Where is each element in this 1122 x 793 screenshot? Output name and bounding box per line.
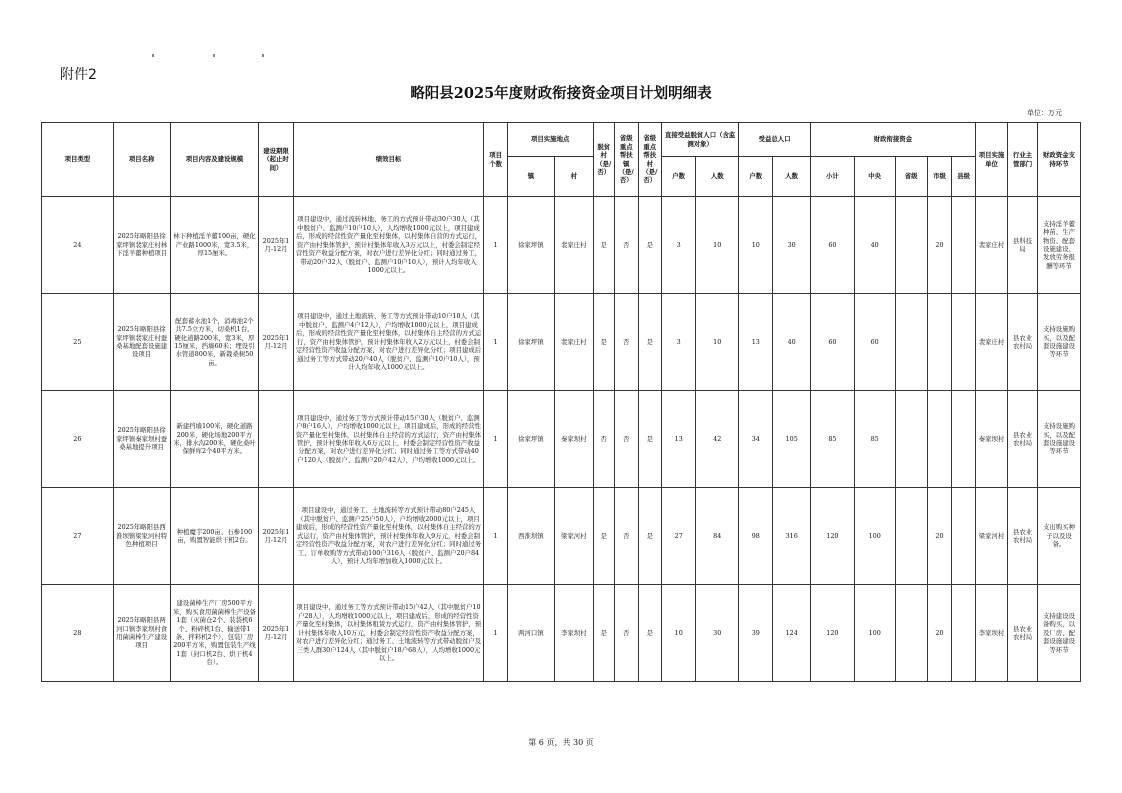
- header-direct-benefit: 直接受益脱贫人口（含监测对象）: [662, 123, 739, 157]
- funds-subtotal: 60: [810, 294, 854, 391]
- key-village-flag: 是: [638, 585, 662, 682]
- poor-village-flag: 是: [593, 197, 614, 294]
- table-row: [42, 585, 1081, 682]
- row-number: 27: [42, 488, 114, 585]
- funds-central: 40: [854, 197, 895, 294]
- project-content: 新建挡墙100米，硬化道路200米，硬化场地200平方米，排水沟200米，硬化桑叶保鲜库2个40平方米。: [170, 391, 259, 488]
- project-count: 1: [484, 391, 508, 488]
- funds-central: 100: [854, 488, 895, 585]
- funds-subtotal: 60: [810, 197, 854, 294]
- header-county: 县级: [952, 157, 976, 197]
- key-town-flag: 否: [614, 391, 638, 488]
- funds-city: 20: [927, 197, 952, 294]
- table-row: [42, 391, 1081, 488]
- total-people: 316: [773, 488, 811, 585]
- funding-stage: 支出购买种子以及设备。: [1038, 488, 1081, 585]
- direct-households: 3: [662, 294, 696, 391]
- header-unit: 项目实施单位: [975, 123, 1007, 197]
- construction-period: 2025年1月-12月: [259, 585, 293, 682]
- key-village-flag: 是: [638, 294, 662, 391]
- implementing-unit: 秦家坝村: [975, 391, 1007, 488]
- header-count: 项目个数: [484, 123, 508, 197]
- direct-households: 3: [662, 197, 696, 294]
- header-key-town: 省级重点帮扶镇（是/否）: [614, 123, 638, 197]
- total-people: 124: [773, 585, 811, 682]
- funds-subtotal: 85: [810, 391, 854, 488]
- village: 秦家坝村: [554, 391, 593, 488]
- total-households: 39: [739, 585, 773, 682]
- header-total-benefit: 受益总人口: [739, 123, 811, 157]
- key-village-flag: 是: [638, 391, 662, 488]
- scan-mark: [152, 54, 154, 57]
- town: 徐家坪镇: [507, 197, 554, 294]
- village: 梁家河村: [554, 488, 593, 585]
- attachment-label: 附件2: [60, 67, 97, 83]
- funding-stage: 支持设施购买，以及配套设施建设等环节: [1038, 294, 1081, 391]
- performance-goal: 项目建设中，通过务工、土地流转等方式预计带动80户245人（其中脱贫户、监测户25户50人），户均增收2000元以上，项目建成后，形成的经营性资产量化至村集体，以村集体自主经营的方式运行，资产由村集体管护，预计村集体年收入9万元，村委会制定经营性资产收益分配方案，对农户进行差异化分红；同时通过务工、订单收购等方式带动100户316人（脱贫户、监测户20户84人），预计人均年增加收入1000元以上。: [293, 488, 484, 585]
- project-name: 2025年略阳县徐家坪镇裴家庄村蚕桑基地配套设施建设项目: [113, 294, 170, 391]
- key-village-flag: 是: [638, 488, 662, 585]
- funding-stage: 支持建设设备购买，以及厂房、配套设施建设等环节: [1038, 585, 1081, 682]
- row-number: 25: [42, 294, 114, 391]
- total-households: 98: [739, 488, 773, 585]
- header-town: 镇: [507, 157, 554, 197]
- header-type: 项目类型: [42, 123, 114, 197]
- project-content: 建设菌棒生产厂房500平方米，购买食用菌菌棒生产设备1套（灭菌仓2个、装袋机6个、粉碎机1台、输送带1条、拌料机2个），包装厂房200平方米，购置包装生产线1套（封口机2台、烘干机4台）。: [170, 585, 259, 682]
- town: 徐家坪镇: [507, 294, 554, 391]
- poor-village-flag: 是: [593, 294, 614, 391]
- header-central: 中央: [854, 157, 895, 197]
- header-goal: 绩效目标: [293, 123, 484, 197]
- direct-households: 27: [662, 488, 696, 585]
- header-city: 市级: [927, 157, 952, 197]
- construction-period: 2025年1月-12月: [259, 197, 293, 294]
- project-content: 种植魔芋200亩、石参100亩，购置智能烘干机2台。: [170, 488, 259, 585]
- key-town-flag: 否: [614, 197, 638, 294]
- supervising-dept: 县农业农村局: [1008, 294, 1038, 391]
- project-content: 配套蓄水池1个，消毒池2个共7.5立方米，切桑机1台，硬化道路200米，宽3米，厚15厘米，挡墙60米；埋设引水管道800米，新栽桑树50亩。: [170, 294, 259, 391]
- header-province: 省级: [895, 157, 927, 197]
- direct-people: 84: [696, 488, 739, 585]
- performance-goal: 项目建设中，通过土地流转、务工等方式预计带动10户10人（其中脱贫户、监测户4户12人），户均增收1000元以上，项目建成后，形成的经营性资产量化至村集体，以村集体自主经营的方式运行，资产由村集体管护，预计村集体年收入2万元以上，村委会制定经营性资产收益分配方案，对农户进行差异化分红；项目建成后通过务工等方式带动20户40人（脱贫户、监测户10户10人），预计人均年收入1000元以上。: [293, 294, 484, 391]
- total-people: 40: [773, 294, 811, 391]
- scan-mark: [262, 54, 264, 57]
- table-row: [42, 197, 1081, 294]
- performance-goal: 项目建设中，通过流转林地、务工的方式预计带动30户30人（其中脱贫户、监测户10户10人），人均增收1000元以上，项目建成后，形成的经营性资产量化至村集体，以村集体自营的方式运行，资产由村集体管护，预计村集体年收入3万元以上，村委会制定经营性资产收益分配方案，对农户进行差异化分红；同时通过务工，带动20户32人（脱贫户、监测户10户10人），预计人均年收入1000元以上。: [293, 197, 484, 294]
- direct-people: 10: [696, 197, 739, 294]
- supervising-dept: 县农业农村局: [1008, 585, 1038, 682]
- row-number: 24: [42, 197, 114, 294]
- row-number: 28: [42, 585, 114, 682]
- funds-central: 100: [854, 585, 895, 682]
- funds-subtotal: 120: [810, 585, 854, 682]
- funds-county: [952, 294, 976, 391]
- header-dept: 行业主管部门: [1008, 123, 1038, 197]
- poor-village-flag: 是: [593, 488, 614, 585]
- total-households: 34: [739, 391, 773, 488]
- construction-period: 2025年1月-12月: [259, 488, 293, 585]
- unit-label: 单位：万元: [1027, 109, 1062, 117]
- page-footer: 第 6 页，共 30 页: [528, 738, 594, 747]
- direct-people: 30: [696, 585, 739, 682]
- direct-people: 42: [696, 391, 739, 488]
- total-households: 10: [739, 197, 773, 294]
- funds-city: [927, 294, 952, 391]
- project-name: 2025年略阳县两河口镇李家坝村食用菌菌棒生产建设项目: [113, 585, 170, 682]
- funds-subtotal: 120: [810, 488, 854, 585]
- funds-central: 85: [854, 391, 895, 488]
- project-count: 1: [484, 197, 508, 294]
- poor-village-flag: 是: [593, 585, 614, 682]
- funding-stage: 支持设施购买，以及配套设施建设等环节: [1038, 391, 1081, 488]
- header-subtotal: 小计: [810, 157, 854, 197]
- performance-goal: 项目建设中，通过务工等方式预计带动15户42人（其中脱贫户10户28人），人均增收1000元以上，项目建成后，形成的经营性资产量化至村集体，以村集体租赁方式运行，资产由村集体管护，预计村集体年收入10万元，村委会制定经营性资产收益分配方案，对农户进行差异化分红；通过务工、土地流转等方式带动脱贫户及三类人群30户124人（其中脱贫户18户68人），人均增收1000元以上。: [293, 585, 484, 682]
- document-title: 略阳县2025年度财政衔接资金项目计划明细表: [410, 85, 712, 102]
- header-people: 人数: [696, 157, 739, 197]
- header-key-village: 省级重点帮扶村（是/否）: [638, 123, 662, 197]
- village: 裴家庄村: [554, 197, 593, 294]
- funding-stage: 支持淫羊藿种苗、生产物资、配套设施建设、发放劳务报酬等环节: [1038, 197, 1081, 294]
- funds-county: [952, 488, 976, 585]
- implementing-unit: 裴家庄村: [975, 294, 1007, 391]
- direct-people: 10: [696, 294, 739, 391]
- implementing-unit: 梁家河村: [975, 488, 1007, 585]
- header-name: 项目名称: [113, 123, 170, 197]
- header-location: 项目实施地点: [507, 123, 593, 157]
- funds-province: [895, 585, 927, 682]
- poor-village-flag: 否: [593, 391, 614, 488]
- project-count: 1: [484, 294, 508, 391]
- village: 裴家庄村: [554, 294, 593, 391]
- funds-city: 20: [927, 585, 952, 682]
- key-town-flag: 否: [614, 585, 638, 682]
- funds-province: [895, 488, 927, 585]
- project-table: [41, 122, 1081, 682]
- funds-central: 60: [854, 294, 895, 391]
- funds-city: [927, 391, 952, 488]
- total-people: 30: [773, 197, 811, 294]
- key-town-flag: 否: [614, 294, 638, 391]
- construction-period: 2025年1月-12月: [259, 294, 293, 391]
- header-total-people: 人数: [773, 157, 811, 197]
- project-name: 2025年略阳县徐家坪镇秦家坝村蚕桑基地提升项目: [113, 391, 170, 488]
- village: 李家坝村: [554, 585, 593, 682]
- header-stage: 财政资金支持环节: [1038, 123, 1081, 197]
- construction-period: [259, 391, 293, 488]
- funds-province: [895, 197, 927, 294]
- supervising-dept: 县农业农村局: [1008, 391, 1038, 488]
- project-count: 1: [484, 585, 508, 682]
- table-row: [42, 294, 1081, 391]
- scan-mark: [213, 54, 215, 57]
- header-content: 项目内容及建设规模: [170, 123, 259, 197]
- project-name: 2025年略阳县徐家坪镇裴家庄村林下淫羊藿种植项目: [113, 197, 170, 294]
- funds-county: [952, 585, 976, 682]
- project-content: 林下种植淫羊藿100亩，硬化产业路1000米，宽3.5米，厚15厘米。: [170, 197, 259, 294]
- performance-goal: 项目建设中，通过务工等方式预计带动15户30人（脱贫户、监测户8户16人），户均增收1000元以上，项目建成后，形成的经营性资产量化至村集体，以村集体自主经营的方式运行，资产由村集体管护，预计村集体年收入6万元以上，村委会制定经营性资产收益分配方案，对农户进行差异化分红；同时通过务工等方式带动40户120人（脱贫户、监测户20户42人），户均增收1000元以上。: [293, 391, 484, 488]
- town: 徐家坪镇: [507, 391, 554, 488]
- implementing-unit: 裴家庄村: [975, 197, 1007, 294]
- funds-province: [895, 391, 927, 488]
- supervising-dept: 县农业农村局: [1008, 488, 1038, 585]
- header-period: 建设期限（起止时间）: [259, 123, 293, 197]
- header-total-households: 户数: [739, 157, 773, 197]
- header-poor-village: 脱贫村（是/否）: [593, 123, 614, 197]
- funds-county: [952, 391, 976, 488]
- funds-province: [895, 294, 927, 391]
- total-households: 13: [739, 294, 773, 391]
- town: 两河口镇: [507, 585, 554, 682]
- town: 西淮坝镇: [507, 488, 554, 585]
- header-village: 村: [554, 157, 593, 197]
- project-count: 1: [484, 488, 508, 585]
- direct-households: 13: [662, 391, 696, 488]
- funds-city: 20: [927, 488, 952, 585]
- header-households: 户数: [662, 157, 696, 197]
- table-row: [42, 488, 1081, 585]
- direct-households: 10: [662, 585, 696, 682]
- implementing-unit: 李家坝村: [975, 585, 1007, 682]
- project-name: 2025年略阳县西淮坝镇梁家河村特色种植项目: [113, 488, 170, 585]
- total-people: 105: [773, 391, 811, 488]
- row-number: 26: [42, 391, 114, 488]
- header-funds: 财政衔接资金: [810, 123, 975, 157]
- funds-county: [952, 197, 976, 294]
- supervising-dept: 县科技局: [1008, 197, 1038, 294]
- key-village-flag: 是: [638, 197, 662, 294]
- key-town-flag: 否: [614, 488, 638, 585]
